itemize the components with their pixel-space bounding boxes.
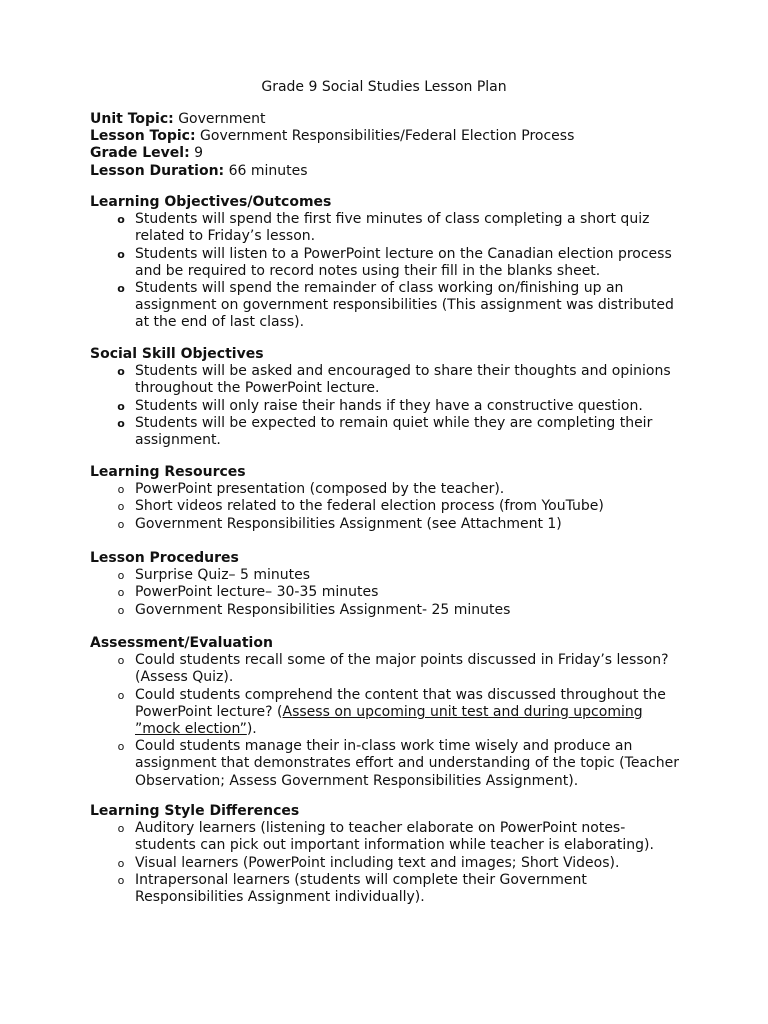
list-item	[90, 855, 690, 872]
item-line: Visual learners (PowerPoint including text and images; Short Videos).	[135, 854, 620, 871]
item-line: Could students comprehend the content that was discussed throughout the	[135, 686, 666, 703]
bullet-list	[90, 211, 690, 331]
item-line: Could students manage their in-class work time wisely and produce an	[135, 738, 633, 755]
section-learning-style-differences	[90, 803, 690, 906]
item-line: Surprise Quiz– 5 minutes	[135, 567, 311, 584]
lesson-duration-value: 66 minutes	[228, 162, 308, 179]
bullet-marker: o	[117, 517, 125, 531]
list-item	[90, 687, 690, 739]
grade-level-label: Grade Level:	[90, 145, 190, 162]
section-lesson-procedures	[90, 550, 690, 619]
bullet-list	[90, 481, 690, 533]
item-line: Responsibilities Assignment individually).	[135, 889, 425, 906]
bullet-list	[90, 567, 690, 619]
bullet-marker: o	[117, 822, 125, 836]
lesson-duration-row	[90, 163, 574, 180]
bullet-marker: o	[117, 247, 125, 261]
bullet-marker: o	[117, 856, 125, 870]
list-item	[90, 820, 690, 854]
underlined-text: ”mock election”	[135, 721, 247, 738]
item-line: PowerPoint lecture– 30-35 minutes	[135, 584, 379, 601]
list-item	[90, 584, 690, 601]
item-line: Government Responsibilities Assignment (see Attachment 1)	[135, 515, 562, 532]
section-heading: Assessment/Evaluation	[90, 635, 273, 651]
item-line: assignment.	[135, 432, 221, 449]
item-line: Could students recall some of the major points discussed in Friday’s lesson?	[135, 652, 669, 669]
list-item	[90, 738, 690, 790]
section-heading: Lesson Procedures	[90, 550, 239, 566]
section-assessment-evaluation	[90, 635, 690, 790]
item-text: ).	[246, 721, 257, 738]
unit-topic-value: Government	[178, 111, 266, 127]
section-heading: Learning Style Differences	[90, 803, 300, 819]
item-line	[135, 704, 690, 721]
bullet-list	[90, 652, 690, 790]
item-line: Students will only raise their hands if they have a constructive question.	[135, 397, 643, 414]
bullet-list	[90, 363, 690, 449]
item-line: Auditory learners (listening to teacher elaborate on PowerPoint notes-	[135, 820, 626, 837]
item-line: and be required to record notes using their fill in the blanks sheet.	[135, 262, 601, 279]
bullet-marker: o	[117, 569, 125, 583]
item-line: students can pick out important information while teacher is elaborating).	[135, 837, 654, 854]
list-item	[90, 652, 690, 686]
list-item	[90, 567, 690, 584]
item-line: Observation; Assess Government Responsibilities Assignment).	[135, 772, 579, 789]
item-line: Students will spend the remainder of class working on/finishing up an	[135, 280, 624, 297]
item-line: assignment on government responsibilities (This assignment was distributed	[135, 297, 674, 314]
bullet-marker: o	[117, 416, 125, 430]
bullet-marker: o	[117, 654, 125, 668]
section-heading: Learning Objectives/Outcomes	[90, 194, 332, 210]
item-line: throughout the PowerPoint lecture.	[135, 380, 380, 397]
item-line: related to Friday’s lesson.	[135, 228, 316, 245]
list-item	[90, 498, 690, 515]
bullet-marker: o	[117, 399, 125, 413]
bullet-marker: o	[117, 873, 125, 887]
item-line: Students will be asked and encouraged to share their thoughts and opinions	[135, 363, 671, 380]
item-line: (Assess Quiz).	[135, 669, 234, 686]
grade-level-row	[90, 145, 574, 162]
bullet-marker: o	[117, 740, 125, 754]
item-line: Intrapersonal learners (students will complete their Government	[135, 871, 587, 888]
bullet-marker: o	[117, 500, 125, 514]
list-item	[90, 363, 690, 397]
list-item	[90, 516, 690, 533]
unit-topic-label: Unit Topic:	[90, 111, 174, 127]
bullet-list	[90, 820, 690, 906]
lesson-topic-label: Lesson Topic:	[90, 128, 196, 145]
list-item	[90, 602, 690, 619]
section-heading: Learning Resources	[90, 464, 246, 480]
bullet-marker: o	[117, 213, 125, 227]
lesson-topic-row	[90, 128, 574, 145]
underlined-text: Assess on upcoming unit test and during upcoming	[282, 703, 643, 720]
item-line: PowerPoint presentation (composed by the teacher).	[135, 481, 505, 498]
item-line: at the end of last class).	[135, 314, 305, 331]
item-line	[135, 721, 690, 738]
section-learning-resources	[90, 464, 690, 533]
item-line: Students will be expected to remain quiet while they are completing their	[135, 414, 653, 431]
section-heading: Social Skill Objectives	[90, 346, 264, 362]
list-item	[90, 398, 690, 415]
item-line: Government Responsibilities Assignment- 25 minutes	[135, 601, 511, 618]
list-item	[90, 415, 690, 449]
bullet-marker: o	[117, 688, 125, 702]
unit-topic-row	[90, 111, 574, 128]
item-line: assignment that demonstrates effort and understanding of the topic (Teacher	[135, 755, 679, 772]
list-item	[90, 872, 690, 906]
list-item	[90, 211, 690, 245]
item-text: PowerPoint lecture? (	[135, 703, 283, 720]
bullet-marker: o	[117, 483, 125, 497]
item-line: Students will spend the first five minutes of class completing a short quiz	[135, 211, 650, 228]
list-item	[90, 481, 690, 498]
list-item	[90, 280, 690, 332]
bullet-marker: o	[117, 586, 125, 600]
lesson-duration-label: Lesson Duration:	[90, 162, 225, 179]
bullet-marker: o	[117, 603, 125, 617]
lesson-topic-value: Government Responsibilities/Federal Election Process	[200, 128, 575, 145]
item-line: Short videos related to the federal election process (from YouTube)	[135, 498, 604, 515]
section-social-skill-objectives	[90, 346, 690, 449]
list-item	[90, 246, 690, 280]
item-line: Students will listen to a PowerPoint lecture on the Canadian election process	[135, 245, 672, 262]
bullet-marker: o	[117, 282, 125, 296]
lesson-meta	[90, 111, 574, 180]
bullet-marker: o	[117, 365, 125, 379]
document-title: Grade 9 Social Studies Lesson Plan	[261, 79, 507, 95]
grade-level-value: 9	[194, 145, 204, 162]
section-learning-objectives	[90, 194, 690, 332]
